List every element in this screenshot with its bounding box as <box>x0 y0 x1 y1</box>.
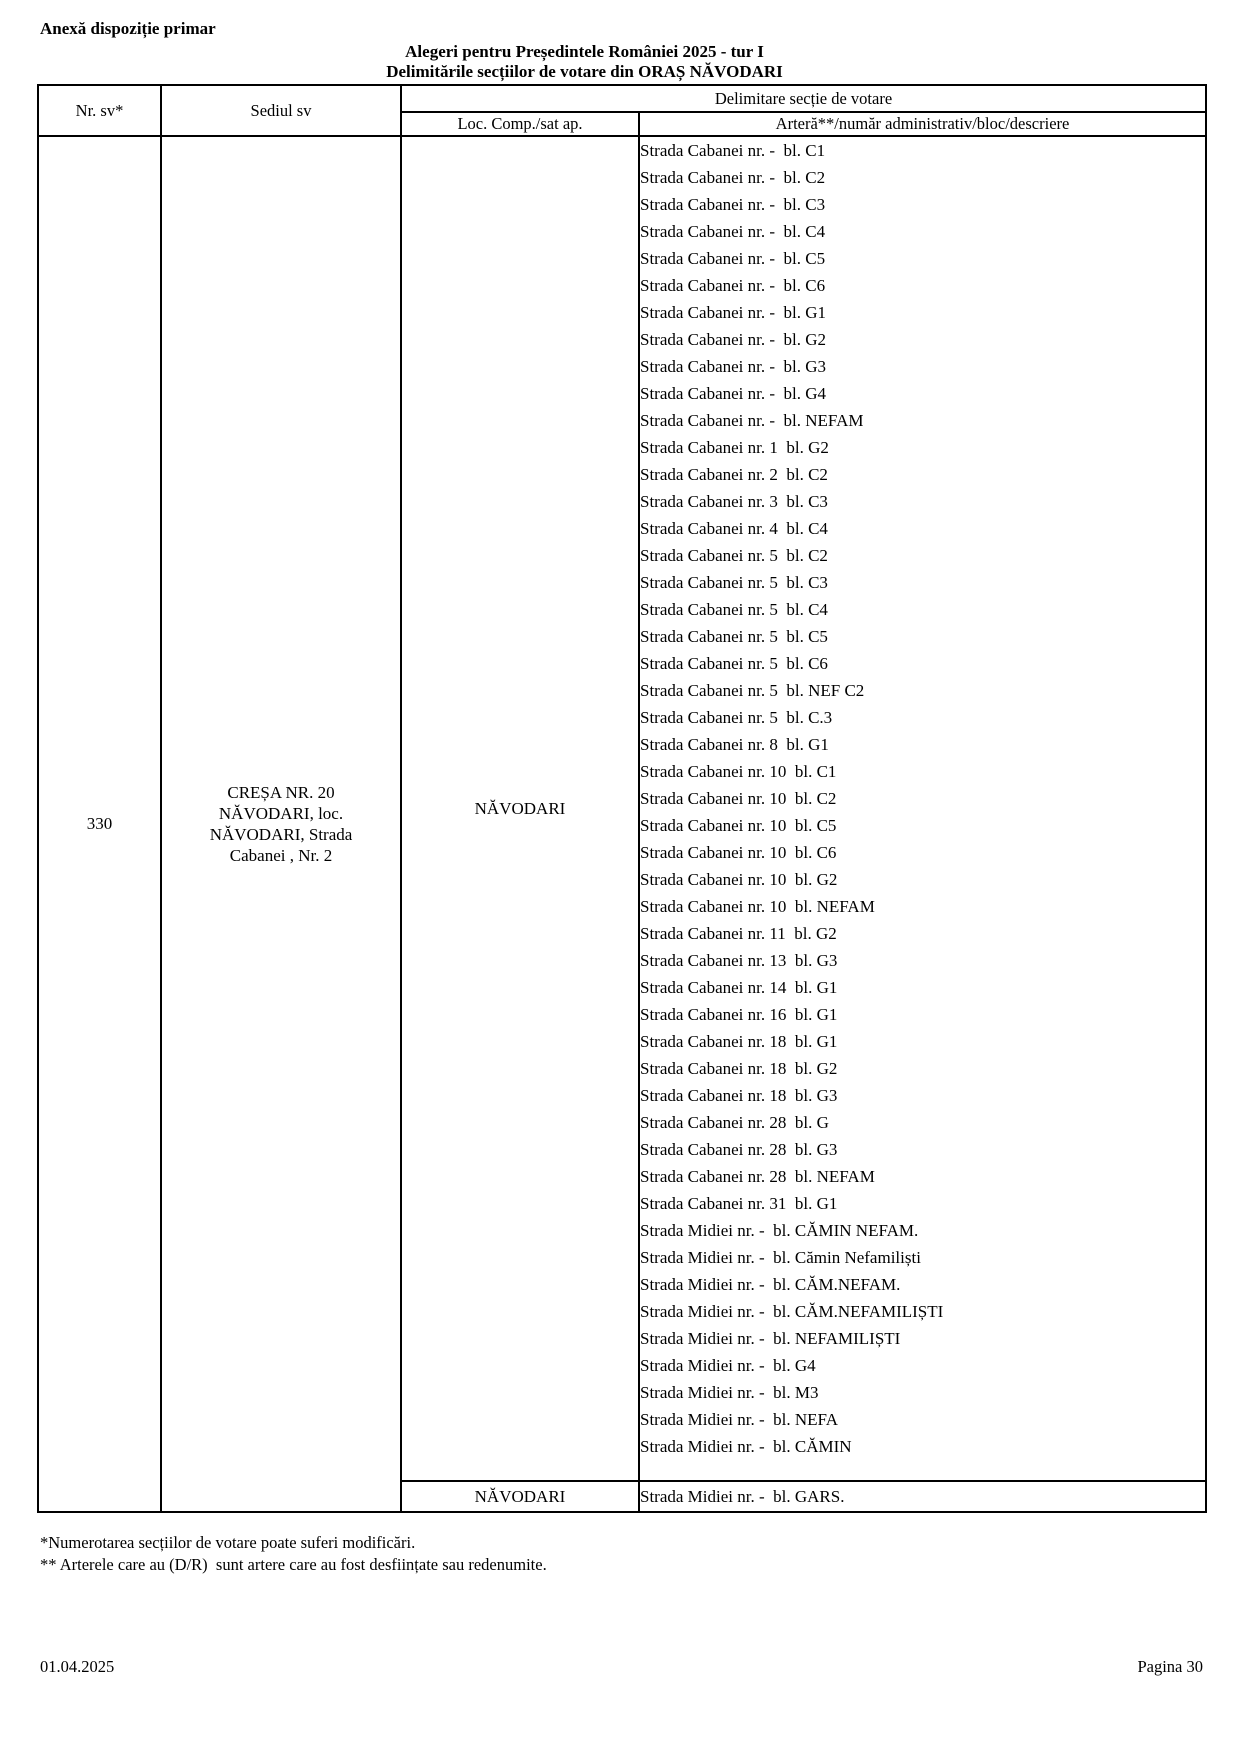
address-line: Strada Midiei nr. - bl. M3 <box>640 1383 819 1402</box>
address-line: Strada Cabanei nr. 28 bl. G3 <box>640 1140 838 1159</box>
address-line: Strada Cabanei nr. 11 bl. G2 <box>640 924 837 943</box>
address-line: Strada Cabanei nr. - bl. G3 <box>640 357 827 376</box>
address-line: Strada Cabanei nr. 5 bl. C3 <box>640 573 828 592</box>
footnote-2: ** Arterele care au (D/R) sunt artere care au fost desființate sau redenumite. <box>40 1555 547 1574</box>
address-line: Strada Midiei nr. - bl. CĂM.NEFAM. <box>640 1275 901 1294</box>
address-line: Strada Cabanei nr. 10 bl. G2 <box>640 870 838 889</box>
address-line: Strada Cabanei nr. 5 bl. NEF C2 <box>640 681 865 700</box>
address-line: Strada Cabanei nr. 28 bl. NEFAM <box>640 1167 875 1186</box>
address-line: Strada Cabanei nr. - bl. C5 <box>640 249 826 268</box>
footer-date: 01.04.2025 <box>40 1657 115 1676</box>
footnotes <box>40 1532 547 1576</box>
address-line: Strada Cabanei nr. 1 bl. G2 <box>640 438 829 457</box>
addresses-cell <box>639 136 1206 1481</box>
address-line: Strada Cabanei nr. - bl. C3 <box>640 195 826 214</box>
table-body <box>38 136 1206 1512</box>
page-footer <box>40 1657 1203 1677</box>
address-line: Strada Cabanei nr. 4 bl. C4 <box>640 519 828 538</box>
address-line: Strada Cabanei nr. 16 bl. G1 <box>640 1005 838 1024</box>
title-line-2: Delimitările secțiilor de votare din ORAȘ NĂVODARI <box>386 62 783 81</box>
address-line: Strada Midiei nr. - bl. CĂMIN NEFAM. <box>640 1221 919 1240</box>
table-header <box>38 85 1206 136</box>
section-seat-line: Cabanei , Nr. 2 <box>229 846 333 865</box>
header-artera: Arteră**/număr administrativ/bloc/descriere <box>639 112 1206 136</box>
section-seat-line: CREȘA NR. 20 <box>227 783 335 802</box>
address-line: Strada Cabanei nr. 10 bl. C2 <box>640 789 837 808</box>
address-line: Strada Cabanei nr. 10 bl. C6 <box>640 843 837 862</box>
document-title <box>37 42 1132 82</box>
address-line: Strada Cabanei nr. - bl. G2 <box>640 330 827 349</box>
address-line: Strada Cabanei nr. - bl. NEFAM <box>640 411 864 430</box>
locality-cell: NĂVODARI <box>401 136 639 1481</box>
address-line: Strada Cabanei nr. - bl. C1 <box>640 141 826 160</box>
section-number-cell: 330 <box>38 136 161 1512</box>
address-line: Strada Cabanei nr. - bl. C2 <box>640 168 826 187</box>
section-seat-line: NĂVODARI, Strada <box>209 825 353 844</box>
address-line: Strada Midiei nr. - bl. NEFA <box>640 1410 838 1429</box>
address-line: Strada Cabanei nr. 10 bl. C5 <box>640 816 837 835</box>
address-line: Strada Cabanei nr. 18 bl. G1 <box>640 1032 838 1051</box>
address-line: Strada Cabanei nr. - bl. C6 <box>640 276 826 295</box>
address-line: Strada Midiei nr. - bl. CĂM.NEFAMILIȘTI <box>640 1302 944 1321</box>
address-line: Strada Cabanei nr. 5 bl. C2 <box>640 546 828 565</box>
address-line: Strada Cabanei nr. 18 bl. G2 <box>640 1059 838 1078</box>
annex-label: Anexă dispoziție primar <box>40 19 216 38</box>
section-seat-cell <box>161 136 401 1512</box>
header-sediul-sv: Sediul sv <box>161 85 401 136</box>
address-line: Strada Midiei nr. - bl. CĂMIN <box>640 1437 852 1456</box>
section-seat-line: NĂVODARI, loc. <box>218 804 344 823</box>
address-line: Strada Cabanei nr. 14 bl. G1 <box>640 978 838 997</box>
address-line: Strada Cabanei nr. 2 bl. C2 <box>640 465 828 484</box>
title-line-1: Alegeri pentru Președintele României 2025 - tur I <box>405 42 764 61</box>
header-loc-comp: Loc. Comp./sat ap. <box>401 112 639 136</box>
address-line: Strada Cabanei nr. - bl. C4 <box>640 222 826 241</box>
footnote-1: *Numerotarea secțiilor de votare poate suferi modificări. <box>40 1533 416 1552</box>
header-nr-sv: Nr. sv* <box>38 85 161 136</box>
address-line: Strada Cabanei nr. 8 bl. G1 <box>640 735 829 754</box>
address-line: Strada Cabanei nr. 5 bl. C.3 <box>640 708 833 727</box>
locality-cell: NĂVODARI <box>401 1481 639 1512</box>
address-line: Strada Midiei nr. - bl. G4 <box>640 1356 816 1375</box>
address-line: Strada Cabanei nr. 5 bl. C4 <box>640 600 828 619</box>
address-line: Strada Cabanei nr. 3 bl. C3 <box>640 492 828 511</box>
table-row <box>38 136 1206 1481</box>
address-line: Strada Cabanei nr. - bl. G1 <box>640 303 827 322</box>
voting-sections-table <box>37 84 1207 1513</box>
address-line: Strada Midiei nr. - bl. GARS. <box>639 1481 1206 1512</box>
address-line: Strada Cabanei nr. 5 bl. C5 <box>640 627 828 646</box>
address-line: Strada Cabanei nr. 31 bl. G1 <box>640 1194 838 1213</box>
address-line: Strada Cabanei nr. 10 bl. NEFAM <box>640 897 875 916</box>
footer-page-number: Pagina 30 <box>1137 1657 1203 1676</box>
address-line: Strada Cabanei nr. 28 bl. G <box>640 1113 829 1132</box>
address-line: Strada Midiei nr. - bl. NEFAMILIȘTI <box>640 1329 901 1348</box>
address-line: Strada Cabanei nr. - bl. G4 <box>640 384 827 403</box>
header-row-1 <box>38 85 1206 112</box>
address-line: Strada Cabanei nr. 13 bl. G3 <box>640 951 838 970</box>
header-delimitare: Delimitare secție de votare <box>401 85 1206 112</box>
address-line: Strada Cabanei nr. 18 bl. G3 <box>640 1086 838 1105</box>
address-line: Strada Cabanei nr. 5 bl. C6 <box>640 654 828 673</box>
address-line: Strada Cabanei nr. 10 bl. C1 <box>640 762 837 781</box>
address-line: Strada Midiei nr. - bl. Cămin Nefamiliști <box>640 1248 921 1267</box>
